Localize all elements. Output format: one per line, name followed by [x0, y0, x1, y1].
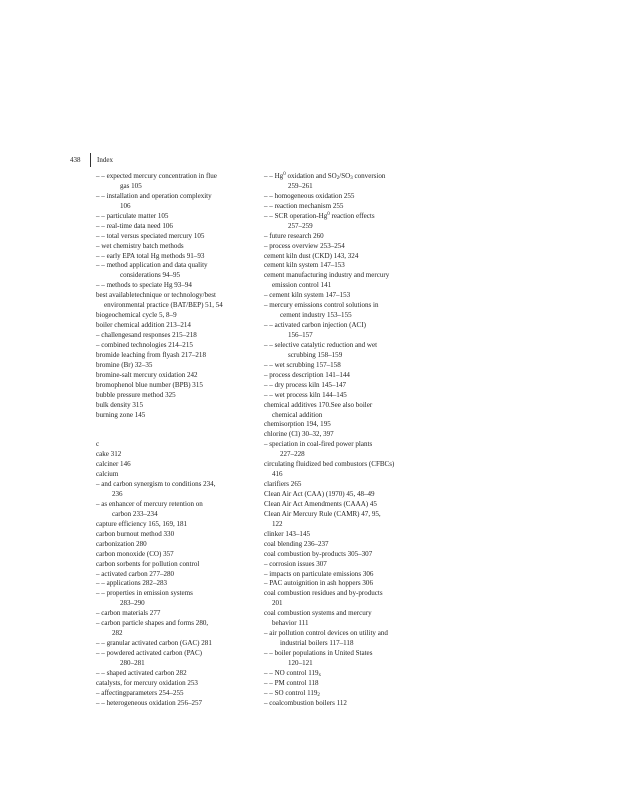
index-entry: 201 [272, 599, 283, 608]
index-entry: 122 [272, 519, 283, 528]
index-entry: – PAC autoignition in ash hoppers 306 [264, 579, 373, 588]
index-entry: – – dry process kiln 145–147 [264, 380, 347, 389]
index-entry: – – method application and data quality [96, 261, 208, 270]
index-entry: – – selective catalytic reduction and wet [264, 340, 378, 349]
index-entry: Clean Air Act (CAA) (1970) 45, 48–49 [264, 490, 375, 498]
index-entry [264, 172, 429, 182]
index-entry: capture efficiency 165, 169, 181 [96, 519, 188, 528]
index-entry: clarifiers 265 [264, 480, 302, 489]
index-entry: – – real-time data need 106 [96, 221, 173, 230]
index-entry: carbon monoxide (CO) 357 [96, 549, 174, 558]
index-entry: – cement kiln system 147–153 [264, 291, 351, 300]
index-entry: coal combustion residues and by-products [264, 589, 383, 598]
index-entry: – wet chemistry batch methods [96, 241, 184, 250]
index-entry-part: /SO [339, 172, 351, 180]
running-title: Index [97, 156, 113, 164]
index-entry: 236 [112, 490, 123, 498]
index-entry: cement kiln system 147–153 [264, 261, 345, 270]
index-entry [264, 689, 429, 699]
index-entry: – – reaction mechanism 255 [264, 201, 344, 210]
index-entry-part: 0 [327, 211, 330, 217]
index-entry: bulk density 315 [96, 400, 143, 409]
index-entry: – – installation and operation complexity [96, 191, 212, 200]
index-entry [264, 669, 429, 679]
index-entry: c [96, 440, 100, 449]
index-entry-part: conversion [352, 172, 386, 180]
index-entry: – air pollution control devices on utility and [264, 629, 388, 638]
index-entry: 257–259 [288, 221, 313, 230]
index-entry: 259–261 [288, 181, 313, 190]
index-entry: – – total versus speciated mercury 105 [96, 231, 205, 240]
page-number: 438 [70, 156, 81, 164]
index-entry: bromine (Br) 32–35 [96, 360, 153, 369]
index-entry: cake 312 [96, 450, 122, 459]
index-entry: – – powdered activated carbon (PAC) [96, 649, 202, 657]
index-entry: burning zone 145 [96, 410, 146, 419]
index-entry: – affectingparameters 254–255 [96, 688, 184, 697]
index-entry-part: – – SCR operation-Hg [264, 211, 328, 220]
index-entry-part: x [318, 672, 322, 678]
index-entry: – impacts on particulate emissions 306 [264, 569, 374, 578]
index-entry: chemisorption 194, 195 [264, 420, 331, 429]
index-entry-part: 3 [350, 176, 353, 181]
index-entry: best availabletechnique or technology/best [96, 291, 216, 300]
index-entry: bromide leaching from flyash 217–218 [96, 350, 206, 359]
index-entry: biogeochemical cycle 5, 8–9 [96, 311, 177, 320]
index-entry: calciner 146 [96, 460, 131, 469]
index-entry: 106 [120, 201, 131, 210]
index-entry: behavior 111 [272, 619, 309, 628]
index-entry: Clean Air Act Amendments (CAAA) 45 [264, 499, 377, 508]
index-entry [96, 430, 261, 440]
index-entry: – combined technologies 214–215 [96, 340, 193, 349]
index-entry-part: – – NO [264, 668, 285, 677]
index-entry: catalysts, for mercury oxidation 253 [96, 678, 198, 687]
index-entry: – – expected mercury concentration in flue [96, 172, 217, 180]
index-entry: considerations 94–95 [120, 271, 181, 280]
index-entry: coal combustion by-products 305–307 [264, 549, 373, 558]
index-entry: – – methods to speciate Hg 93–94 [96, 281, 192, 290]
index-entry-part: control 119 [284, 668, 319, 677]
index-entry: chemical addition [272, 410, 323, 419]
index-entry: circulating fluidized bed combustors (CFBCs) [264, 460, 395, 469]
index-entry: – activated carbon 277–280 [96, 569, 175, 578]
index-entry: chemical additives 170.See also boiler [264, 400, 373, 409]
index-entry: emission control 141 [272, 281, 332, 290]
index-entry: – and carbon synergism to conditions 234, [96, 480, 216, 489]
index-entry: – – heterogeneous oxidation 256–257 [96, 698, 203, 707]
index-entry: Clean Air Mercury Rule (CAMR) 47, 95, [264, 509, 381, 518]
index-entry [96, 420, 261, 430]
index-entry: – carbon materials 277 [96, 609, 161, 618]
index-entry: 120–121 [288, 658, 313, 667]
index-entry: environmental practice (BAT/BEP) 51, 54 [104, 301, 223, 310]
index-entry: – future research 260 [264, 231, 324, 240]
index-entry: coal blending 236–237 [264, 539, 329, 548]
index-entry: chlorine (Cl) 30–32, 397 [264, 430, 334, 439]
index-entry: – mercury emissions control solutions in [264, 301, 379, 310]
index-entry: 283–290 [120, 599, 145, 608]
index-entry-part: 0 [283, 172, 286, 177]
index-entry: scrubbing 158–159 [288, 350, 343, 359]
index-entry: 156–157 [288, 331, 313, 339]
index-entry-part: 2 [317, 692, 320, 698]
index-entry: – – particulate matter 105 [96, 211, 169, 220]
index-entry: bromine-salt mercury oxidation 242 [96, 370, 198, 379]
index-entry: – challengesand responses 215–218 [96, 331, 197, 339]
index-entry: – – properties in emission systems [96, 589, 193, 598]
index-entry: – coalcombustion boilers 112 [264, 698, 347, 707]
index-entry: – corrosion issues 307 [264, 559, 327, 568]
index-entry: – – wet process kiln 144–145 [264, 390, 347, 399]
index-entry: – process description 141–144 [264, 370, 350, 379]
index-entry: 282 [112, 629, 123, 638]
index-entry: boiler chemical addition 213–214 [96, 321, 191, 330]
index-column-left [96, 172, 261, 709]
index-entry: – – shaped activated carbon 282 [96, 668, 187, 677]
index-entry: cement industry 153–155 [280, 311, 352, 320]
index-entry-part: reaction effects [329, 211, 375, 220]
index-entry-part: oxidation and SO [285, 172, 337, 180]
index-entry: coal combustion systems and mercury [264, 609, 372, 618]
index-entry: bubble pressure method 325 [96, 390, 176, 399]
index-entry: cement manufacturing industry and mercury [264, 271, 390, 280]
index-entry: carbon 233–234 [112, 509, 158, 518]
index-entry: – – homogeneous oxidation 255 [264, 191, 355, 200]
index-entry-part: control 119 [283, 688, 318, 697]
index-entry: carbon burnout method 330 [96, 529, 175, 538]
index-entry-part: 2 [336, 176, 340, 181]
index-entry: – – wet scrubbing 157–158 [264, 360, 341, 369]
index-entry-part: – – SO [264, 688, 284, 697]
index-entry: – as enhancer of mercury retention on [96, 499, 203, 508]
index-entry: – process overview 253–254 [264, 241, 345, 250]
index-entry: bromophenol blue number (BPB) 315 [96, 380, 203, 389]
index-entry: 416 [272, 470, 283, 479]
index-entry: – carbon particle shapes and forms 280, [96, 619, 209, 628]
index-entry: carbonization 280 [96, 539, 147, 548]
index-entry: – – early EPA total Hg methods 91–93 [96, 251, 205, 260]
index-entry: 280–281 [120, 658, 145, 667]
index-entry: – – boiler populations in United States [264, 649, 373, 657]
index-entry [264, 212, 429, 222]
index-entry: clinker 143–145 [264, 529, 310, 538]
index-entry: industrial boilers 117–118 [280, 639, 354, 648]
index-entry: – speciation in coal-fired power plants [264, 440, 373, 449]
index-entry: 227–228 [280, 450, 305, 459]
index-entry: – – applications 282–283 [96, 579, 168, 588]
index-entry: – – granular activated carbon (GAC) 281 [96, 639, 212, 648]
index-entry: gas 105 [120, 181, 142, 190]
index-entry: – – activated carbon injection (ACI) [264, 321, 366, 330]
index-entry-part: – – Hg [264, 172, 284, 180]
index-entry: cement kiln dust (CKD) 143, 324 [264, 251, 359, 260]
index-column-right [264, 172, 429, 709]
index-entry: – – PM control 118 [264, 678, 319, 687]
index-entry: carbon sorbents for pollution control [96, 559, 200, 568]
header-divider [90, 153, 91, 167]
index-entry: calcium [96, 470, 119, 479]
